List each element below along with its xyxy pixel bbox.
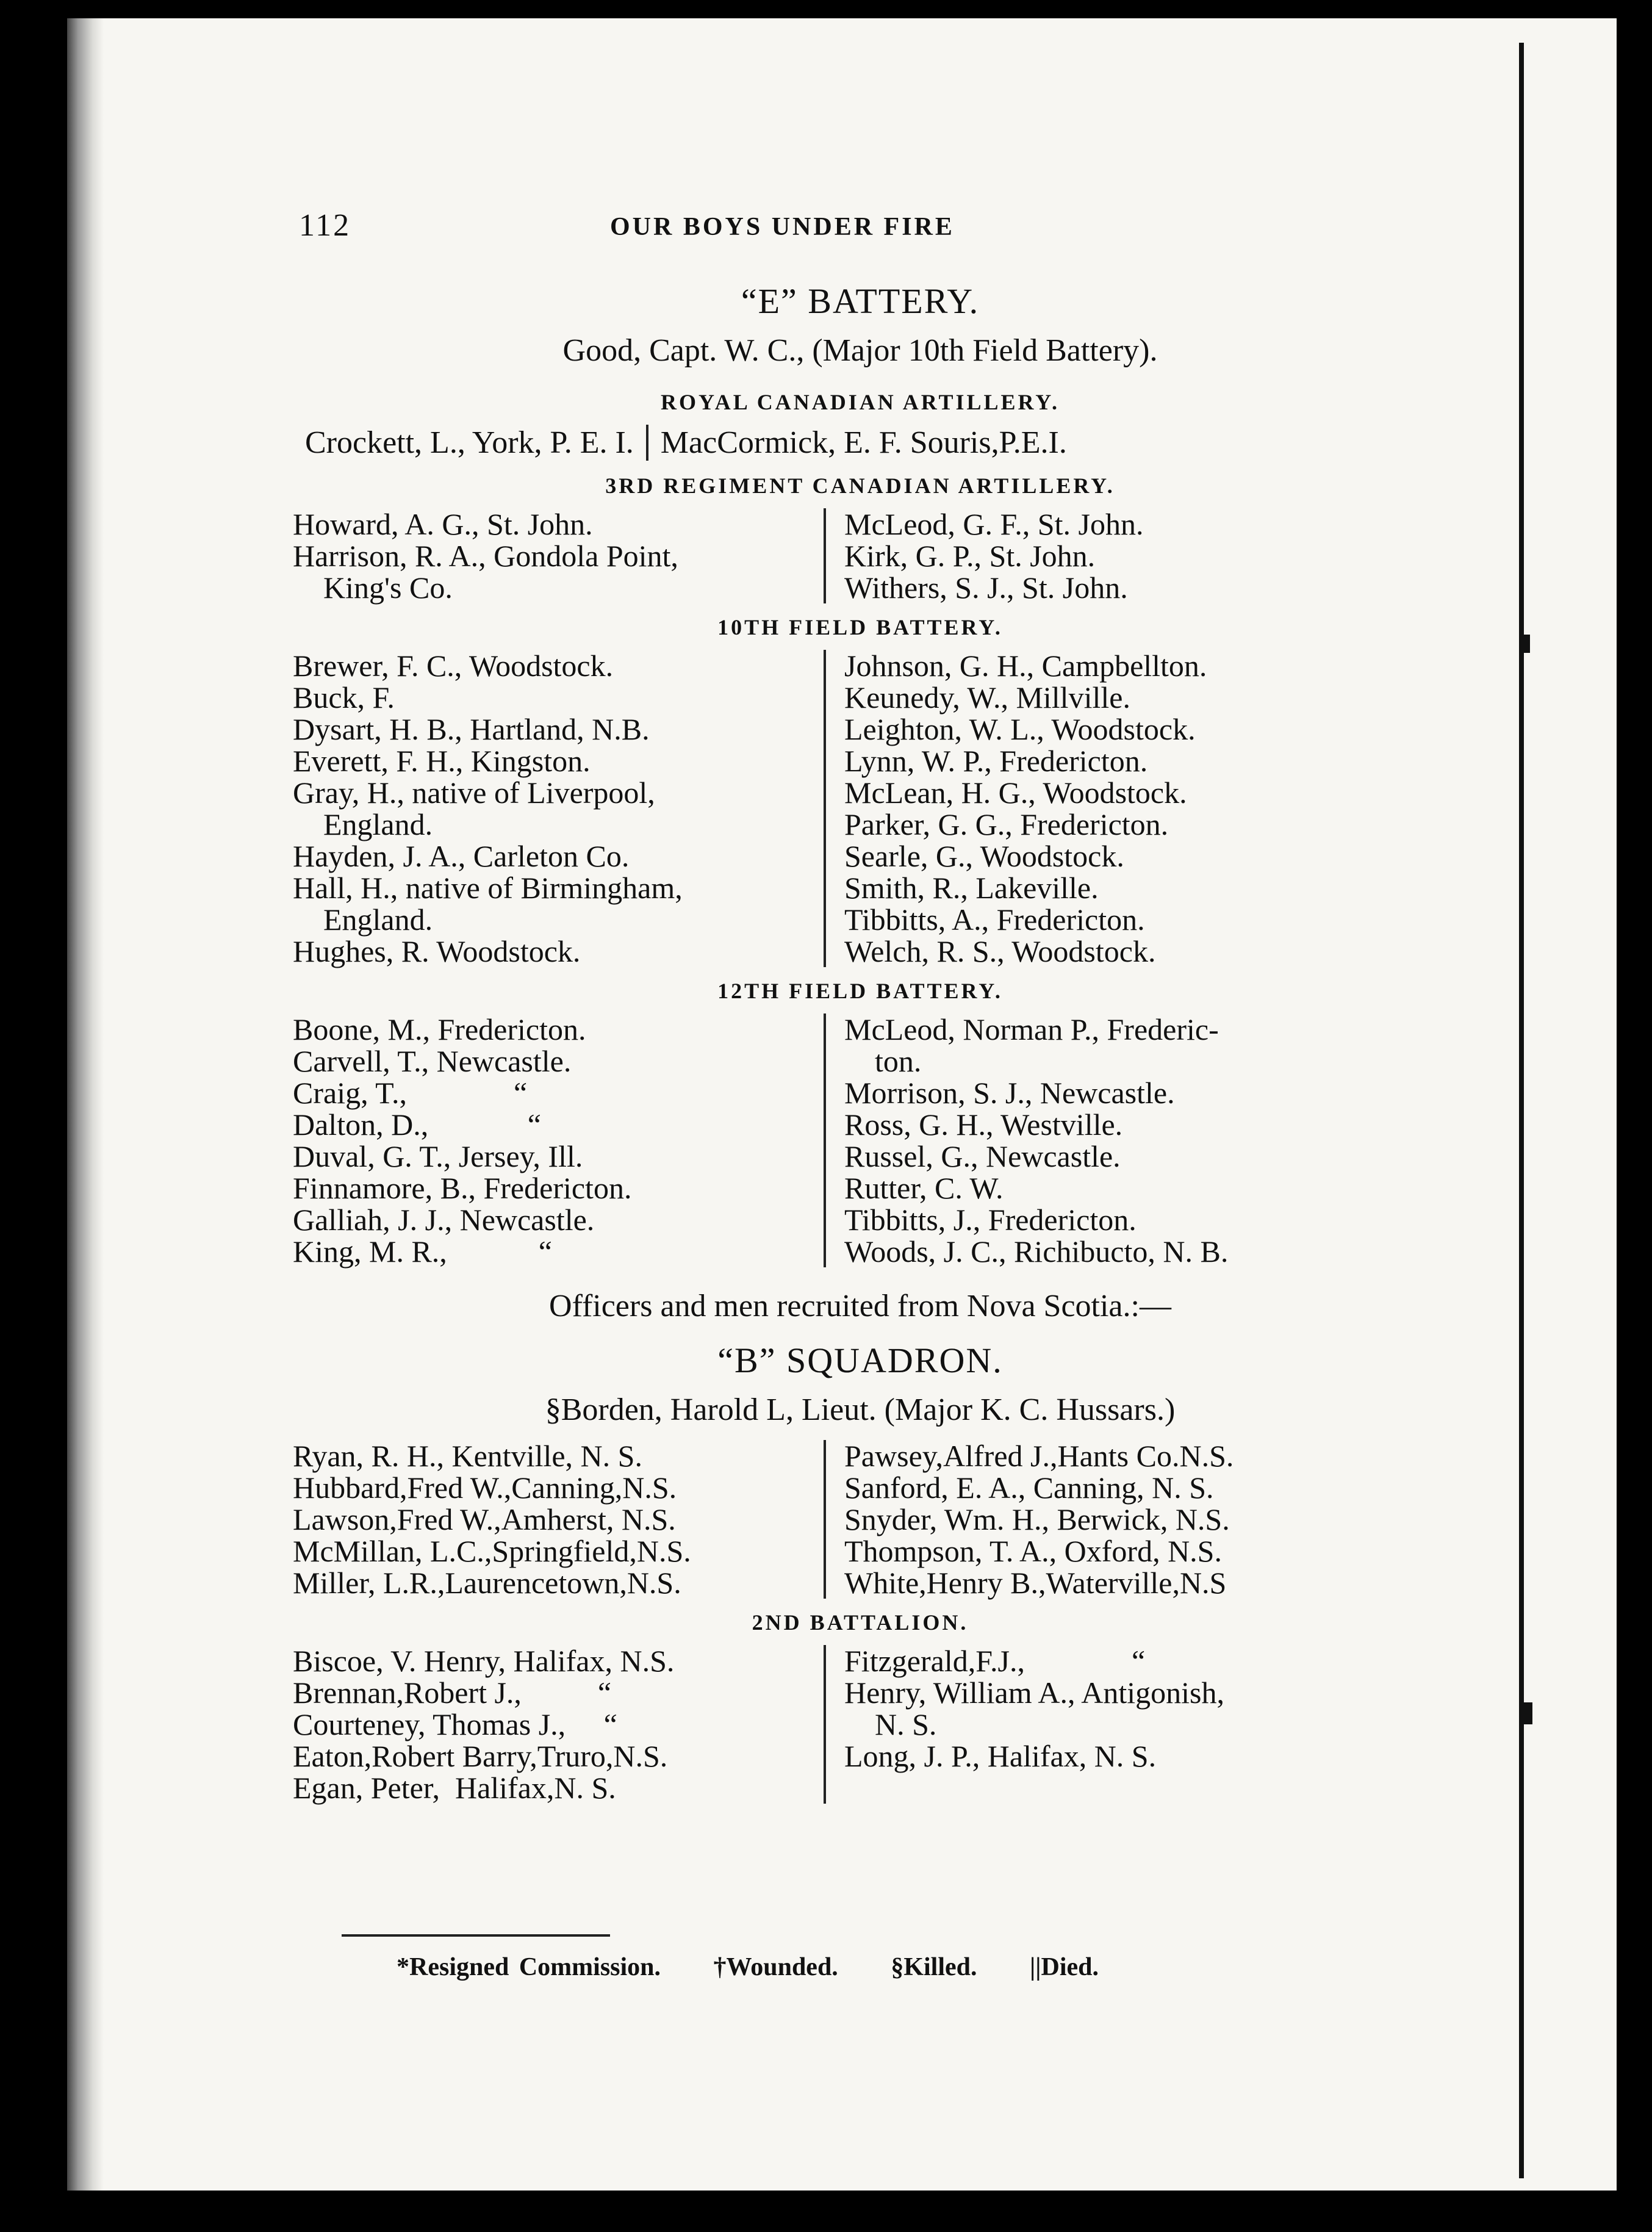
left-column	[281, 1440, 824, 1599]
list-item: Buck, F.	[293, 680, 395, 715]
list-item: Fitzgerald,F.J., “	[844, 1644, 1146, 1678]
footnote-divider	[342, 1934, 610, 1937]
list-item: Howard, A. G., St. John.	[293, 507, 593, 541]
b-squadron-list	[281, 1440, 1440, 1599]
list-item: King, M. R., “	[293, 1234, 552, 1269]
list-item: Lynn, W. P., Fredericton.	[844, 744, 1148, 778]
left-column	[281, 1645, 824, 1804]
third-regiment-heading: 3RD REGIMENT CANADIAN ARTILLERY.	[605, 473, 1115, 498]
list-item: Pawsey,Alfred J.,Hants Co.N.S.	[844, 1439, 1234, 1473]
list-item: Gray, H., native of Liverpool,	[293, 776, 655, 810]
list-item: Lawson,Fred W.,Amherst, N.S.	[293, 1502, 676, 1536]
list-item: Sanford, E. A., Canning, N. S.	[844, 1471, 1214, 1505]
left-column	[281, 508, 824, 603]
list-item: Kirk, G. P., St. John.	[844, 539, 1096, 573]
list-item: McLean, H. G., Woodstock.	[844, 776, 1187, 810]
list-item: Finnamore, B., Fredericton.	[293, 1171, 632, 1205]
list-item: Parker, G. G., Fredericton.	[844, 807, 1169, 841]
left-column	[281, 1013, 824, 1267]
right-column	[824, 1645, 1393, 1804]
left-column	[281, 650, 824, 967]
list-item: Craig, T., “	[293, 1076, 528, 1110]
list-item: Withers, S. J., St. John.	[844, 571, 1128, 605]
page-content	[281, 262, 1440, 1815]
list-item: King's Co.	[323, 571, 453, 605]
list-item: Egan, Peter, Halifax,N. S.	[293, 1771, 616, 1805]
twelfth-field-battery-list	[281, 1013, 1440, 1267]
list-item: McLeod, Norman P., Frederic-	[844, 1012, 1219, 1046]
list-item: Welch, R. S., Woodstock.	[844, 934, 1156, 968]
list-item: Henry, William A., Antigonish,	[844, 1676, 1224, 1710]
list-item: N. S.	[875, 1707, 937, 1741]
b-squadron-commander: §Borden, Harold L, Lieut. (Major K. C. Hussars.)	[545, 1392, 1176, 1427]
right-column	[824, 508, 1393, 603]
margin-mark	[1524, 635, 1530, 653]
list-item: Russel, G., Newcastle.	[844, 1139, 1121, 1173]
right-column	[824, 650, 1393, 967]
page-gutter-shadow	[67, 18, 104, 2191]
second-battalion-list	[281, 1645, 1440, 1804]
list-item: Boone, M., Fredericton.	[293, 1012, 586, 1046]
list-item: Duval, G. T., Jersey, Ill.	[293, 1139, 583, 1173]
rca-heading: ROYAL CANADIAN ARTILLERY.	[661, 390, 1060, 414]
list-item: White,Henry B.,Waterville,N.S	[844, 1566, 1227, 1600]
twelfth-field-battery-heading: 12TH FIELD BATTERY.	[717, 979, 1003, 1003]
list-item: McMillan, L.C.,Springfield,N.S.	[293, 1534, 691, 1568]
list-item: Snyder, Wm. H., Berwick, N.S.	[844, 1502, 1230, 1536]
list-item: Long, J. P., Halifax, N. S.	[844, 1739, 1157, 1773]
list-item: Thompson, T. A., Oxford, N.S.	[844, 1534, 1222, 1568]
list-item: ton.	[875, 1044, 922, 1078]
list-item: Dysart, H. B., Hartland, N.B.	[293, 712, 650, 746]
book-page	[67, 18, 1617, 2191]
list-item: Woods, J. C., Richibucto, N. B.	[844, 1234, 1229, 1269]
list-item: Miller, L.R.,Laurencetown,N.S.	[293, 1566, 681, 1600]
e-battery-commander: Good, Capt. W. C., (Major 10th Field Battery).	[562, 333, 1158, 368]
list-item: Morrison, S. J., Newcastle.	[844, 1076, 1175, 1110]
list-item: Hayden, J. A., Carleton Co.	[293, 839, 630, 873]
e-battery-title: “E” BATTERY.	[741, 281, 980, 321]
footnote-resigned: *Resigned Commission.	[397, 1953, 661, 1981]
list-item: Hubbard,Fred W.,Canning,N.S.	[293, 1471, 677, 1505]
right-column	[824, 1440, 1393, 1599]
list-item: Tibbitts, J., Fredericton.	[844, 1203, 1137, 1237]
list-item: Everett, F. H., Kingston.	[293, 744, 591, 778]
second-battalion-heading: 2ND BATTALION.	[752, 1610, 969, 1635]
list-item: Tibbitts, A., Fredericton.	[844, 902, 1145, 937]
list-item: Hall, H., native of Birmingham,	[293, 871, 683, 905]
list-item: Hughes, R. Woodstock.	[293, 934, 581, 968]
nova-scotia-intro: Officers and men recruited from Nova Scotia.:—	[549, 1289, 1171, 1323]
rca-row	[305, 425, 1440, 461]
page-number: 112	[299, 208, 351, 243]
list-item: Eaton,Robert Barry,Truro,N.S.	[293, 1739, 668, 1773]
list-item: Johnson, G. H., Campbellton.	[844, 649, 1207, 683]
right-margin	[1524, 18, 1617, 2191]
list-item: Courteney, Thomas J., “	[293, 1707, 617, 1741]
list-item: England.	[323, 807, 433, 841]
margin-mark	[1524, 1702, 1532, 1724]
list-item: Carvell, T., Newcastle.	[293, 1044, 572, 1078]
list-item: Rutter, C. W.	[844, 1171, 1004, 1205]
list-item: McLeod, G. F., St. John.	[844, 507, 1144, 541]
tenth-field-battery-list	[281, 650, 1440, 967]
rca-left-entry: Crockett, L., York, P. E. I.	[305, 425, 634, 460]
list-item: Ryan, R. H., Kentville, N. S.	[293, 1439, 642, 1473]
running-title: OUR BOYS UNDER FIRE	[610, 213, 955, 241]
list-item: Galliah, J. J., Newcastle.	[293, 1203, 595, 1237]
page-header	[299, 201, 1092, 250]
tenth-field-battery-heading: 10TH FIELD BATTERY.	[717, 615, 1003, 639]
list-item: Brennan,Robert J., “	[293, 1676, 612, 1710]
footnote-legend	[397, 1953, 1141, 1982]
right-column	[824, 1013, 1393, 1267]
footnote-killed: §Killed.	[891, 1953, 977, 1981]
list-item: Biscoe, V. Henry, Halifax, N.S.	[293, 1644, 675, 1678]
list-item: Keunedy, W., Millville.	[844, 680, 1130, 715]
list-item: Dalton, D., “	[293, 1107, 541, 1142]
third-regiment-list	[281, 508, 1440, 603]
list-item: Searle, G., Woodstock.	[844, 839, 1124, 873]
footnote-died: ||Died.	[1030, 1953, 1099, 1981]
b-squadron-title: “B” SQUADRON.	[717, 1341, 1003, 1380]
footnote-wounded: †Wounded.	[713, 1953, 838, 1981]
column-divider	[646, 425, 648, 461]
list-item: Brewer, F. C., Woodstock.	[293, 649, 614, 683]
list-item: Leighton, W. L., Woodstock.	[844, 712, 1196, 746]
list-item: Harrison, R. A., Gondola Point,	[293, 539, 678, 573]
page-fold-line	[1519, 43, 1524, 2178]
rca-right-entry: MacCormick, E. F. Souris,P.E.I.	[660, 425, 1067, 460]
list-item: Ross, G. H., Westville.	[844, 1107, 1123, 1142]
list-item: Smith, R., Lakeville.	[844, 871, 1099, 905]
list-item: England.	[323, 902, 433, 937]
